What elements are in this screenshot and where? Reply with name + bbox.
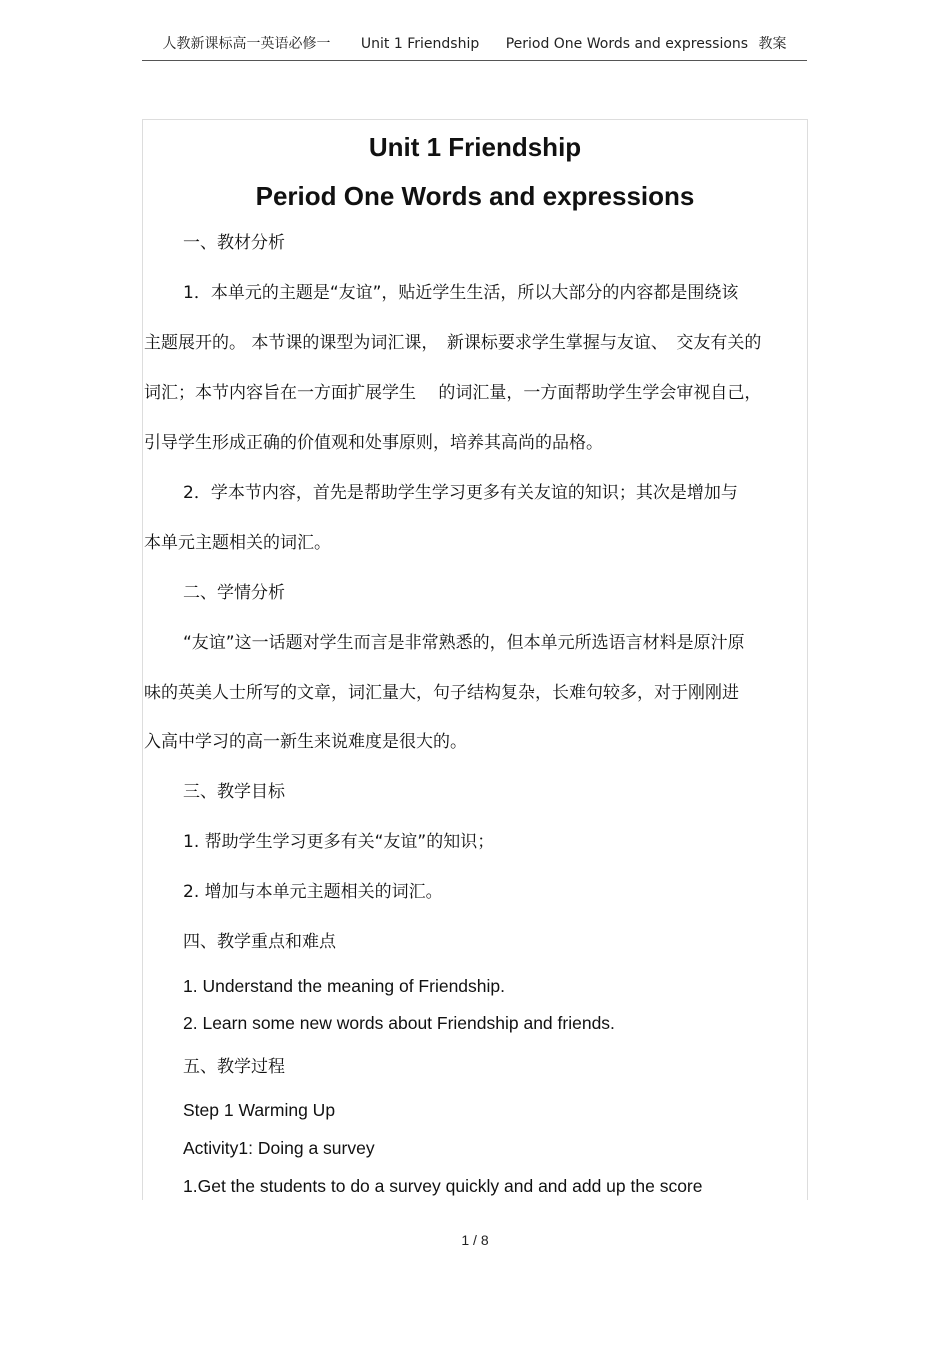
step-heading: Step 1 Warming Up [183, 1100, 336, 1120]
document-subtitle: Period One Words and expressions [255, 181, 695, 211]
paragraph-line: 主题展开的。 本节课的课型为词汇课， 新课标要求学生掌握与友谊、 交友有关的 [144, 333, 762, 353]
section-heading-procedure: 五、教学过程 [183, 1057, 285, 1077]
document-body [142, 119, 808, 1200]
activity-heading: Activity1: Doing a survey [183, 1138, 375, 1158]
list-item: 1. Understand the meaning of Friendship. [183, 976, 505, 996]
section-heading-key-points: 四、教学重点和难点 [183, 932, 336, 952]
paragraph-line: 本单元主题相关的词汇。 [144, 533, 331, 553]
document-title: Unit 1 Friendship [368, 132, 582, 162]
paragraph-line: 2．学本节内容，首先是帮助学生学习更多有关友谊的知识；其次是增加与 [183, 483, 738, 503]
task-line: 1.Get the students to do a survey quickly and and add up the score [183, 1176, 703, 1196]
paragraph-line: 味的英美人士所写的文章，词汇量大，句子结构复杂，长难句较多，对于刚刚进 [144, 683, 739, 703]
paragraph-line: 词汇；本节内容旨在一方面扩展学生 的词汇量，一方面帮助学生学会审视自己， [144, 383, 762, 403]
header-doc-type: 教案 [758, 36, 787, 52]
list-item: 2. Learn some new words about Friendship and friends. [183, 1013, 615, 1033]
section-heading-students: 二、学情分析 [183, 583, 285, 603]
header-unit: Unit 1 Friendship [360, 36, 480, 52]
running-header [142, 34, 807, 61]
page-number: 1 / 8 [461, 1232, 489, 1248]
header-series: 人教新课标高一英语必修一 [162, 36, 331, 52]
paragraph-line: 1．本单元的主题是“友谊”，贴近学生生活，所以大部分的内容都是围绕该 [183, 283, 739, 303]
header-period: Period One Words and expressions [505, 36, 749, 52]
paragraph-line: 入高中学习的高一新生来说难度是很大的。 [144, 732, 467, 752]
section-heading-objectives: 三、教学目标 [183, 782, 285, 802]
list-item: 1. 帮助学生学习更多有关“友谊”的知识； [183, 832, 495, 852]
section-heading-analysis: 一、教材分析 [183, 233, 285, 253]
paragraph-line: “友谊”这一话题对学生而言是非常熟悉的，但本单元所选语言材料是原汁原 [183, 633, 745, 653]
list-item: 2. 增加与本单元主题相关的词汇。 [183, 882, 443, 902]
paragraph-line: 引导学生形成正确的价值观和处事原则，培养其高尚的品格。 [144, 433, 603, 453]
